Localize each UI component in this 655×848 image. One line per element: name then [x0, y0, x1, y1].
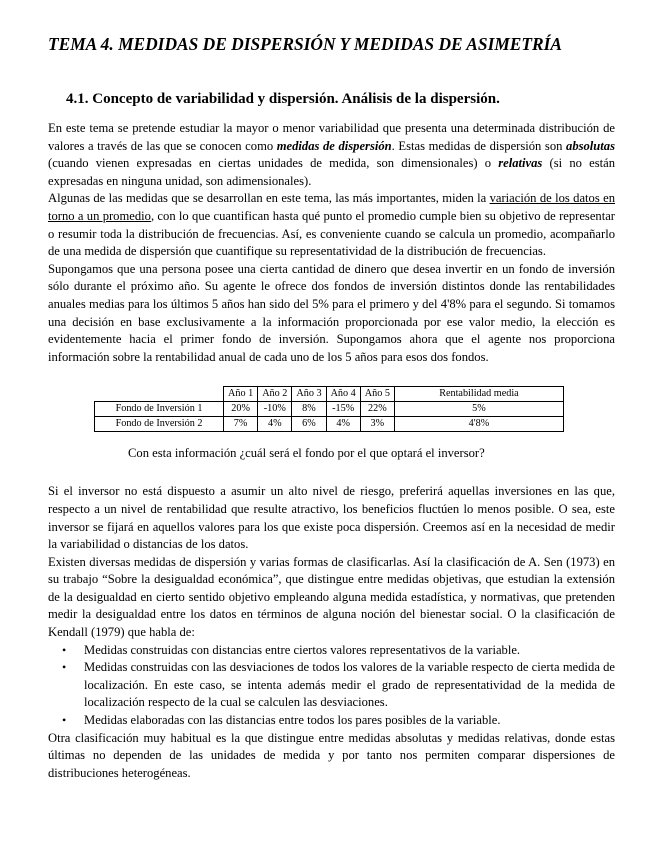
term-absolutas: absolutas — [566, 138, 616, 153]
paragraph-promedio — [48, 190, 615, 260]
table-cell: -15% — [326, 402, 360, 417]
bullet-icon: • — [62, 713, 67, 728]
list-item — [62, 659, 615, 712]
bullet-icon: • — [62, 660, 67, 675]
table-cell: 7% — [224, 417, 258, 432]
section-heading: 4.1. Concepto de variabilidad y dispersión. Análisis de la dispersión. — [66, 91, 500, 107]
table-header: Rentabilidad media — [394, 387, 563, 402]
list-item-text: Medidas construidas con distancias entre ciertos valores representativos de la variable. — [84, 642, 521, 657]
table-cell: 4'8% — [394, 417, 563, 432]
intro-text-c: . Estas medidas de dispersión son — [391, 138, 567, 153]
kendall-list — [48, 642, 615, 730]
list-item — [62, 642, 615, 660]
table-header: Año 4 — [326, 387, 360, 402]
paragraph-final: Otra clasificación muy habitual es la que distingue entre medidas absolutas y medidas relativas, donde estas últimas no dependen de las unidades de medida y por tanto nos permiten comparar dispersiones de distribuciones heterogéneas. — [48, 730, 615, 780]
table-cell: 5% — [394, 402, 563, 417]
promedio-text-c: , con lo que cuantifican hasta qué punto el promedio cumple bien su objetivo de representar o resumir toda la distribución de frecuencias. Así, es conveniente cuando se calcula un promedio, acompañarlo de una medida de dispersión que cuantifique su representatividad de la distribución de frecuencias. — [48, 208, 615, 259]
underlined-variacion: variación de los datos en torno a un promedio — [48, 191, 615, 223]
table-header: Año 3 — [292, 387, 326, 402]
table-corner-cell — [95, 387, 224, 402]
row-label: Fondo de Inversión 1 — [95, 402, 224, 417]
table-cell: 6% — [292, 417, 326, 432]
table-cell: -10% — [258, 402, 292, 417]
table-cell: 8% — [292, 402, 326, 417]
table-cell: 4% — [258, 417, 292, 432]
intro-text-a: En este tema se pretende estudiar la mayor o menor variabilidad que presenta una determinada distribución de valores a través de las que se conocen como — [48, 121, 615, 153]
chapter-title: TEMA 4. MEDIDAS DE DISPERSIÓN Y MEDIDAS DE ASIMETRÍA — [48, 34, 562, 54]
table-header: Año 2 — [258, 387, 292, 402]
intro-text-g: (si no están expresadas en ninguna unidad, son adimensionales). — [48, 156, 615, 188]
paragraph-clasificacion: Existen diversas medidas de dispersión y varias formas de clasificarlas. Así la clasificación de A. Sen (1973) en su trabajo “Sobre la desigualdad económica”, que distingue entre medidas objetivas, que estudian la extensión de la desigualdad en cierto sentido objetivo empleando alguna medida estadística, y normativas, que pretenden medir la desigualdad entre los datos en términos de alguna noción del bienestar social. O la clasificación de Kendall (1979) que habla de: — [48, 554, 615, 640]
table-header: Año 5 — [360, 387, 394, 402]
table-header: Año 1 — [224, 387, 258, 402]
list-item-text: Medidas elaboradas con las distancias entre todos los pares posibles de la variable. — [84, 713, 501, 728]
list-item-text: Medidas construidas con las desviaciones de todos los valores de la variable respecto de cierta medida de localización. En este caso, se intenta además medir el grado de representatividad de la medida de localización respecto de la cual se calculen las desviaciones. — [84, 660, 615, 710]
table-header-row — [95, 387, 564, 402]
table-cell: 22% — [360, 402, 394, 417]
table-cell: 4% — [326, 417, 360, 432]
promedio-text-a: Algunas de las medidas que se desarrollan en este tema, las más importantes, miden la — [48, 191, 490, 206]
term-relativas: relativas — [498, 156, 543, 171]
list-item — [62, 712, 615, 730]
term-medidas-dispersion: medidas de dispersión — [276, 138, 392, 153]
paragraph-intro — [48, 120, 615, 190]
paragraph-ejemplo-inversion: Supongamos que una persona posee una cierta cantidad de dinero que desea invertir en un fondo de inversión sólo durante el próximo año. Su agente le ofrece dos fondos de inversión distintos donde las rentabilidades anuales medias para los últimos 5 años han sido del 5% para el primero y del 4'8% para el segundo. Si tomamos una decisión en base exclusivamente a la información proporcionada por ese valor medio, la elección es evidentemente hacia el primer fondo de inversión. Supongamos ahora que el agente nos proporciona información sobre la rentabilidad anual de cada uno de los 5 años para esos dos fondos. — [48, 261, 615, 364]
row-label: Fondo de Inversión 2 — [95, 417, 224, 432]
table-row — [95, 402, 564, 417]
paragraph-riesgo: Si el inversor no está dispuesto a asumir un alto nivel de riesgo, preferirá aquellas inversiones en las que, respecto a un nivel de rentabilidad que resulte atractivo, los beneficios fluctúen lo menos posible. O sea, este inversor se fijará en aquellos valores para los que existe poca dispersión. Creemos así en la necesidad de medir la variabilidad o distancias de los datos. — [48, 484, 615, 552]
rentabilidad-table — [94, 386, 564, 432]
table-cell: 20% — [224, 402, 258, 417]
table-row — [95, 417, 564, 432]
bullet-icon: • — [62, 642, 67, 657]
question-line: Con esta información ¿cuál será el fondo por el que optará el inversor? — [128, 446, 485, 461]
table-cell: 3% — [360, 417, 394, 432]
intro-text-e: (cuando vienen expresadas en ciertas unidades de medida, son dimensionales) o — [48, 156, 499, 171]
